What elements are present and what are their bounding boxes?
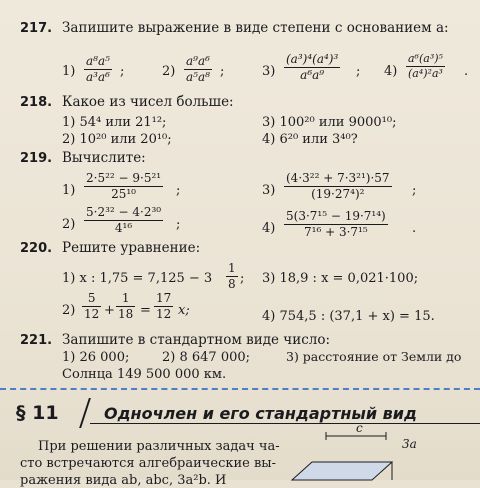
section-title: Одночлен и его стандартный вид [104, 404, 417, 423]
p219-item4-numerator: 5(3·7¹⁵ − 19·7¹⁴) [286, 209, 386, 223]
p221-line2: Солнца 149 500 000 км. [62, 367, 227, 382]
p219-item3-fraction [284, 172, 392, 200]
p219-item1-denominator: 25¹⁰ [111, 186, 136, 201]
p217-item2-numerator: a⁹a⁶ [186, 54, 210, 68]
problem-219-number: 219. [20, 151, 53, 166]
problem-218-title: Какое из чисел больше: [62, 94, 234, 110]
problem-220-title: Решите уравнение: [62, 240, 201, 256]
p217-item2-label: 2) [162, 64, 176, 79]
p220-item2-fraction3 [154, 292, 173, 320]
p220-item2-f1-numerator: 5 [87, 291, 96, 305]
p220-item1-denominator: 8 [228, 276, 236, 291]
p220-item2-fraction2 [116, 292, 135, 320]
p217-item3-denominator: a⁶a⁹ [300, 67, 325, 82]
p218-item3: 3) 100²⁰ или 9000¹⁰; [262, 115, 397, 130]
p220-item1: 1) x : 1,75 = 7,125 − 3 [62, 271, 213, 286]
figure-label-3a: 3a [402, 437, 417, 451]
p221-item1: 1) 26 000; [62, 350, 130, 365]
p219-item4-denominator: 7¹⁶ + 3·7¹⁵ [304, 224, 368, 239]
p218-item1: 1) 54⁴ или 21¹²; [62, 115, 167, 130]
p219-item1-label: 1) [62, 183, 76, 198]
p220-item2-equals: = [140, 303, 151, 318]
p217-item3-after: ; [356, 64, 361, 79]
p219-item4-after: . [412, 221, 417, 236]
p219-item1-after: ; [176, 183, 181, 198]
p220-item2-f1-denominator: 12 [84, 306, 100, 321]
body-text-line1: При решении различных задач ча- [38, 439, 280, 454]
p219-item2-numerator: 5·2³² − 4·2³⁰ [86, 205, 162, 219]
p219-item3-label: 3) [262, 183, 276, 198]
section-number: § 11 [16, 402, 59, 424]
p219-item2-fraction [84, 206, 163, 234]
p219-item2-label: 2) [62, 217, 76, 232]
geometry-figure [282, 420, 480, 480]
p220-item2-after: x; [178, 303, 190, 318]
p220-item4: 4) 754,5 : (37,1 + x) = 15. [262, 309, 435, 324]
p221-item3: 3) расстояние от Земли до [286, 349, 462, 364]
problem-220-number: 220. [20, 241, 53, 256]
p220-item1-after: ; [240, 271, 245, 286]
p217-item3-numerator: (a³)⁴(a⁴)³ [286, 52, 339, 66]
box-figure-svg [282, 420, 480, 480]
problem-217-title: Запишите выражение в виде степени с основанием a: [62, 20, 449, 36]
p217-item1-after: ; [120, 64, 125, 79]
p217-item3-fraction [284, 53, 340, 81]
p220-item2-f2-denominator: 18 [118, 306, 134, 321]
p219-item1-numerator: 2·5²² − 9·5²¹ [86, 171, 162, 185]
p219-item2-after: ; [176, 217, 181, 232]
problem-221-title: Запишите в стандартном виде число: [62, 332, 331, 348]
p217-item1-numerator: a⁸a⁵ [86, 54, 110, 68]
p217-item4-fraction [406, 53, 445, 79]
p217-item4-numerator: a⁶(a³)⁵ [408, 52, 443, 65]
p220-item2-f3-numerator: 17 [156, 291, 172, 305]
problem-219-title: Вычислите: [62, 150, 146, 166]
p218-item2: 2) 10²⁰ или 20¹⁰; [62, 132, 172, 147]
p219-item4-fraction [284, 210, 388, 238]
p217-item4-denominator: (a⁴)²a³ [408, 66, 443, 80]
body-text-line2: сто встречаются алгебраические вы- [20, 456, 277, 471]
p220-item2-plus: + [104, 303, 115, 318]
p217-item4-label: 4) [384, 64, 398, 79]
p217-item1-label: 1) [62, 64, 76, 79]
p220-item3: 3) 18,9 : x = 0,021·100; [262, 271, 419, 286]
p217-item2-fraction [184, 55, 212, 83]
problem-221-number: 221. [20, 333, 53, 348]
p217-item1-fraction [84, 55, 112, 83]
p220-item1-numerator: 1 [228, 261, 236, 275]
p220-item1-fraction [226, 262, 238, 290]
problem-218-number: 218. [20, 95, 53, 110]
p220-item2-fraction1 [82, 292, 101, 320]
p218-item4: 4) 6²⁰ или 3⁴⁰? [262, 132, 358, 147]
p220-item2-label: 2) [62, 303, 76, 318]
problem-217-number: 217. [20, 21, 53, 36]
p220-item2-f2-numerator: 1 [121, 291, 130, 305]
p219-item4-label: 4) [262, 221, 276, 236]
figure-label-c: c [356, 421, 363, 435]
p217-item2-denominator: a⁵a⁸ [186, 69, 210, 84]
p217-item3-label: 3) [262, 64, 276, 79]
p221-item2: 2) 8 647 000; [162, 350, 251, 365]
p219-item2-denominator: 4¹⁶ [114, 220, 133, 235]
p219-item3-denominator: (19·27⁴)² [311, 186, 365, 201]
p220-item2-f3-denominator: 12 [156, 306, 172, 321]
body-text-line3: ражения вида ab, abc, 3a²b. И [20, 473, 227, 488]
p219-item3-numerator: (4·3²² + 7·3²¹)·57 [286, 171, 390, 185]
p217-item2-after: ; [220, 64, 225, 79]
p219-item3-after: ; [412, 183, 417, 198]
p219-item1-fraction [84, 172, 163, 200]
p217-item1-denominator: a³a⁶ [86, 69, 110, 84]
p217-item4-after: . [464, 64, 469, 79]
section-divider [0, 388, 480, 390]
